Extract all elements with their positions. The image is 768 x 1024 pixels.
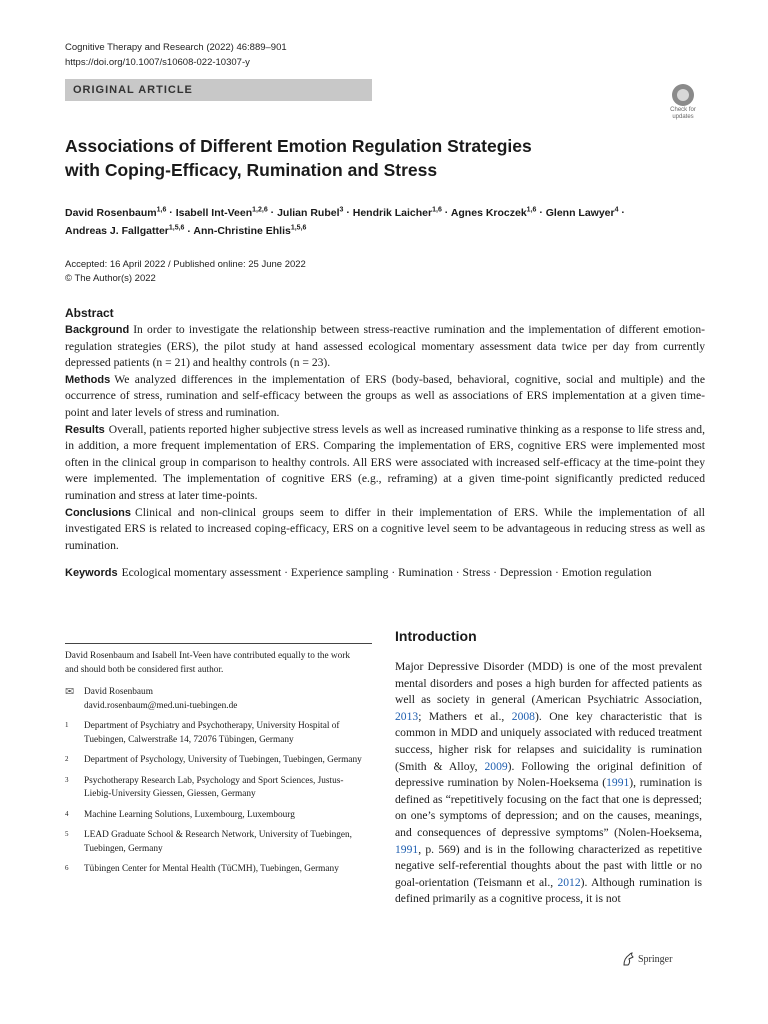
envelope-icon: ✉ [65,686,75,698]
article-title: Associations of Different Emotion Regulation Strategies with Coping-Efficacy, Rumination and Stress [65,136,532,180]
email-link[interactable]: david.rosenbaum@med.uni-tuebingen.de [84,700,238,711]
abstract-results: Results Overall, patients reported higher subjective stress levels as well as increased ruminative thinking as a response to life stress and, in addition, a more frequent implementation of ERS. Comparing the implementation of ERS, cognitive ERS were implemented most often in the clinical group in comparison to healthy controls. All ERS were associated with increased self-efficacy at the time-point they were implemented. The implementation of cognitive ERS (e.g., reframing) at a given time-point significantly predicted reduced rumination and stress at later time-points. [65,422,705,502]
affiliation: 3 Psychotherapy Research Lab, Psychology and Sport Sciences, Justus-Liebig-University Giessen, Giessen, Germany [65,775,344,799]
footnote-divider [65,643,372,644]
abstract-conclusions: Conclusions Clinical and non-clinical groups seem to differ in their implementation of ERS. While the implementation of all investigated ERS is related to increased coping-efficacy, ERS on a cognitive level seem to be advantageous in reducing stress as well as rumination. [65,505,705,552]
citation-link[interactable]: 2008 [511,709,535,723]
corresponding-author: ✉ David Rosenbaum david.rosenbaum@med.uni-tuebingen.de [65,686,365,713]
author[interactable]: Glenn Lawyer$^4$ [545,206,619,219]
author[interactable]: Hendrik Laicher$^{1,6}$ [352,206,442,219]
abstract-heading: Abstract [65,306,114,320]
citation-link[interactable]: 2013 [395,709,419,723]
affiliation: 6 Tübingen Center for Mental Health (TüCMH), Tuebingen, Germany [65,864,339,874]
copyright: © The Author(s) 2022 [65,273,156,284]
publisher-logo: Springer [622,952,672,966]
author[interactable]: Agnes Kroczek$^{1,6}$ [450,206,537,219]
introduction-heading: Introduction [395,628,477,644]
keywords: Keywords Ecological momentary assessment · Experience sampling · Rumination · Stress · Depression · Emotion regulation [65,566,652,579]
author[interactable]: Ann-Christine Ehlis$^{1,5,6}$ [193,224,307,237]
citation-link[interactable]: 2012 [557,875,581,889]
author[interactable]: Andreas J. Fallgatter$^{1,5,6}$ [65,224,185,237]
affiliation: 5 LEAD Graduate School & Research Network, University of Tuebingen, Tuebingen, Germany [65,830,353,854]
citation-link[interactable]: 1991 [395,842,419,856]
author[interactable]: David Rosenbaum$^{1,6}$ [65,206,167,219]
doi-link[interactable]: https://doi.org/10.1007/s10608-022-10307-y [65,57,250,68]
accepted-date: Accepted: 16 April 2022 / Published online: 25 June 2022 [65,259,306,270]
affiliation: 2 Department of Psychology, University of Tuebingen, Tuebingen, Germany [65,755,362,765]
check-updates-icon [672,84,694,106]
springer-horse-icon [622,952,634,966]
abstract-body [65,322,705,554]
introduction-body: Major Depressive Disorder (MDD) is one of the most prevalent mental disorders and poses a high burden for affected patients as well as society in general (American Psychiatric Association, 2013; Mathers et al., 2008). One key characteristic that is common in MDD and uniquely associated with reduced treatment success, higher risk for relapses and suicidality is rumination (Smith & Alloy, 2009). Following the original definition of depressive rumination by Nolen-Hoeksema (1991), rumination is defined as “repetitively focusing on the fact that one is depressed; on one’s symptoms of depression; and on the causes, meanings, and consequences of depressive symptoms” (Nolen-Hoeksema, 1991, p. 569) and is in the following characterized as repetitive negative self-referential thoughts about the past with little or no goal-orientation (Teismann et al., 2012). Although rumination is defined primarily as a cognitive process, it is not [395,660,702,906]
affiliation: 4 Machine Learning Solutions, Luxembourg, Luxembourg [65,809,295,820]
check-for-updates-badge[interactable]: Check for updates [664,84,702,124]
affiliation-list [65,686,365,884]
affiliation: 1 Department of Psychiatry and Psychotherapy, University Hospital of Tuebingen, Calwerstraße 14, 72076 Tübingen, Germany [65,721,340,745]
citation-link[interactable]: 2009 [484,759,508,773]
article-type-banner: ORIGINAL ARTICLE [65,79,372,101]
author-list: David Rosenbaum$^{1,6}$ · Isabell Int-Veen$^{1,2,6}$ · Julian Rubel$^3$ · Hendrik Laicher$^{1,6}$ · Agnes Kroczek$^{1,6}$ · Glenn Lawyer$^4$ · Andreas J. Fallgatter$^{1,5,6}$ · Ann-Christine Ehlis$^{1,5,6}$ [65,206,625,237]
publication-dates [65,258,306,286]
journal-citation: Cognitive Therapy and Research (2022) 46:889–901 [65,42,287,53]
abstract-background: Background In order to investigate the relationship between stress-reactive rumination and the implementation of different emotion-regulation strategies (ERS), the pilot study at hand assessed ecological momentary assessment data twice per day from currently depressed patients (n = 21) and healthy controls (n = 23). [65,323,705,370]
citation-link[interactable]: 1991 [606,776,630,790]
journal-header [65,40,287,70]
equal-contribution-note: David Rosenbaum and Isabell Int-Veen have contributed equally to the work and should both be considered first author. [65,651,351,675]
author[interactable]: Isabell Int-Veen$^{1,2,6}$ [175,206,268,219]
author[interactable]: Julian Rubel$^3$ [277,206,344,219]
abstract-methods: Methods We analyzed differences in the implementation of ERS (body-based, behavioral, cognitive, social and multiple) and the occurrence of stress, rumination and self-efficacy between the groups as well as associations of ERS implementation at a given time-point and later levels of stress and rumination. [65,372,705,419]
